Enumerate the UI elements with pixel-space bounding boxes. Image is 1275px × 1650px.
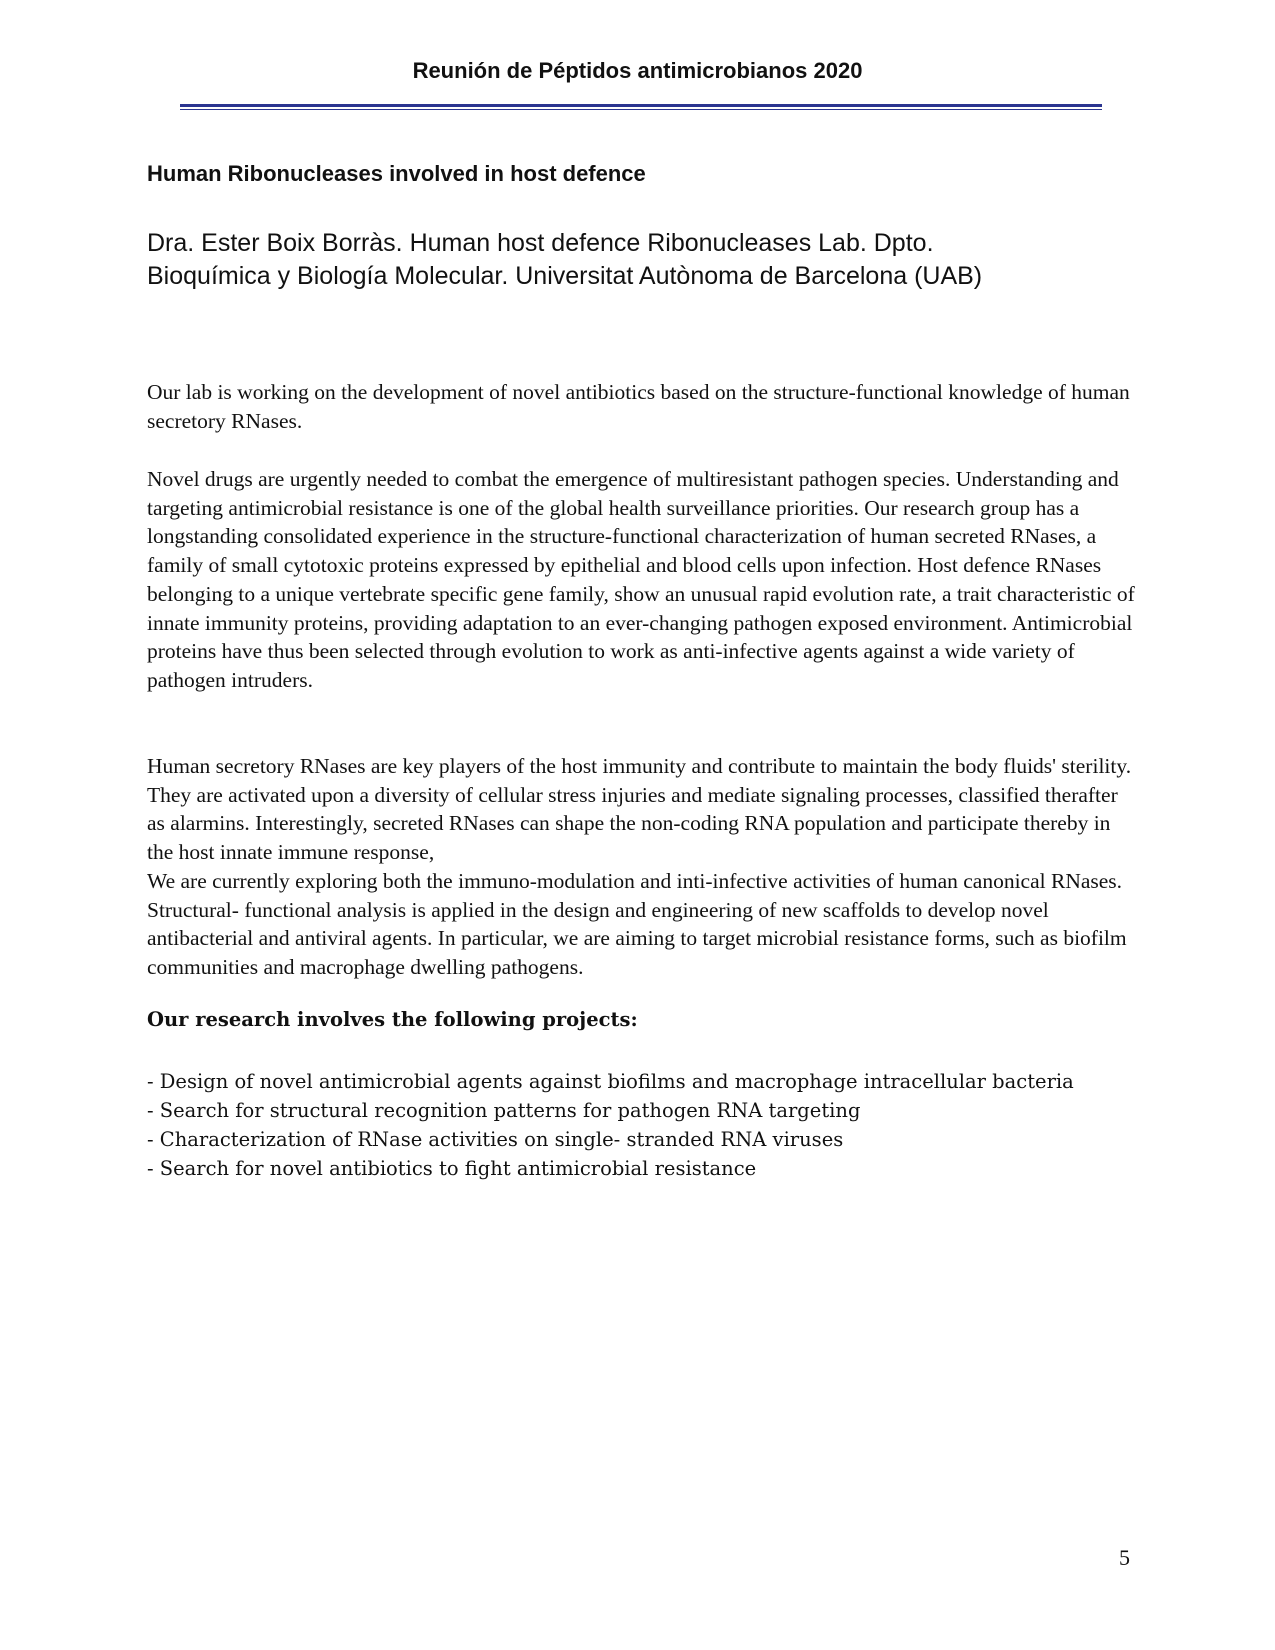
paragraph-research-part-1: Human secretory RNases are key players of the host immunity and contribute to maintain the body fluids' sterility. They are activated upon a diversity of cellular stress injuries and mediate signaling processes, classified therafter as alarmins. Interestingly, secreted RNases can shape the non-coding RNA population and participate thereby in the host innate immune response, xyxy=(147,754,1132,865)
project-item: - Search for novel antibiotics to fight antimicrobial resistance xyxy=(147,1157,757,1180)
paragraph-intro: Our lab is working on the development of novel antibiotics based on the structure-functional knowledge of human secretory RNases. xyxy=(147,380,1130,433)
projects-list xyxy=(147,1067,1127,1183)
project-item: - Characterization of RNase activities on single- stranded RNA viruses xyxy=(147,1128,844,1151)
author-affiliation xyxy=(147,227,1147,293)
paragraph-research xyxy=(147,752,1137,982)
author-line-1: Dra. Ester Boix Borràs. Human host defence Ribonucleases Lab. Dpto. xyxy=(147,229,934,257)
article-title: Human Ribonucleases involved in host defence xyxy=(147,161,646,186)
running-header: Reunión de Péptidos antimicrobianos 2020 xyxy=(412,58,863,83)
paragraph-background: Novel drugs are urgently needed to combat the emergence of multiresistant pathogen species. Understanding and targeting antimicrobial resistance is one of the global health surveillance priorities. Our research group has a longstanding consolidated experience in the structure-functional characterization of human secreted RNases, a family of small cytotoxic proteins expressed by epithelial and blood cells upon infection. Host defence RNases belonging to a unique vertebrate specific gene family, show an unusual rapid evolution rate, a trait characteristic of innate immunity proteins, providing adaptation to an ever-changing pathogen exposed environment. Antimicrobial proteins have thus been selected through evolution to work as anti-infective agents against a wide variety of pathogen intruders. xyxy=(147,467,1135,692)
projects-heading: Our research involves the following projects: xyxy=(147,1008,638,1031)
header-rule-thin xyxy=(180,109,1102,110)
project-item: - Design of novel antimicrobial agents against biofilms and macrophage intracellular bacteria xyxy=(147,1070,1074,1093)
project-item: - Search for structural recognition patterns for pathogen RNA targeting xyxy=(147,1099,861,1122)
paragraph-research-part-2: We are currently exploring both the immuno-modulation and inti-infective activities of human canonical RNases. Structural- functional analysis is applied in the design and engineering of new scaffolds to develop novel antibacterial and antiviral agents. In particular, we are aiming to target microbial resistance forms, such as biofilm communities and macrophage dwelling pathogens. xyxy=(147,868,1127,979)
header-rule-thick xyxy=(180,104,1102,107)
page-number: 5 xyxy=(1119,1545,1130,1570)
author-line-2: Bioquímica y Biología Molecular. Universitat Autònoma de Barcelona (UAB) xyxy=(147,262,983,290)
